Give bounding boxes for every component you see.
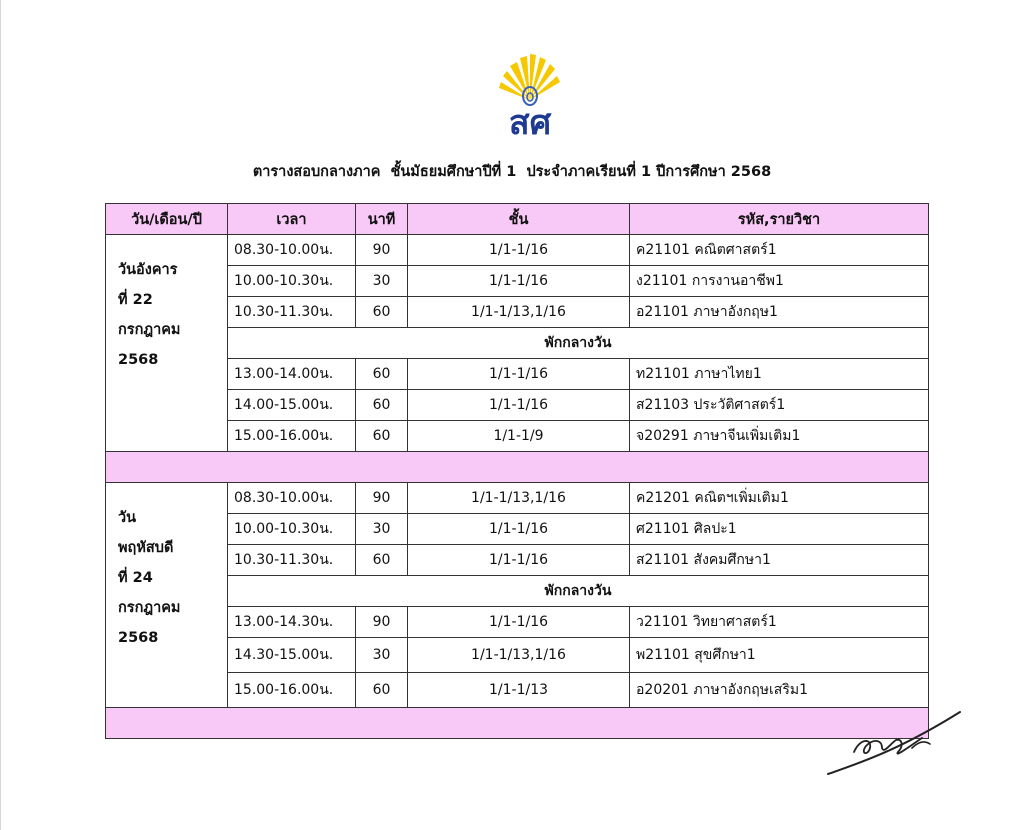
header-date: วัน/เดือน/ปี [106,204,228,235]
class-cell: 1/1-1/16 [408,390,630,421]
lunch-break-row [106,576,929,607]
minutes-cell: 30 [356,266,408,297]
class-cell: 1/1-1/13 [408,673,630,708]
page-title: ตารางสอบกลางภาค ชั้นมัธยมศึกษาปีที่ 1 ประจำภาคเรียนที่ 1 ปีการศึกษา 2568 [252,164,772,180]
header-class: ชั้น [408,204,630,235]
school-sun-emblem-icon [490,52,570,142]
table-row [106,607,929,638]
subject-cell: ว21101 วิทยาศาสตร์1 [630,607,929,638]
minutes-cell: 90 [356,607,408,638]
table-row [106,673,929,708]
table-row [106,266,929,297]
svg-text:สศ: สศ [508,103,552,142]
minutes-cell: 30 [356,514,408,545]
handwritten-signature-icon [826,708,962,778]
minutes-cell: 60 [356,545,408,576]
footer-separator [106,708,929,739]
day-line: วันอังคาร [118,262,178,278]
table-row [106,235,929,266]
subject-cell: ศ21101 ศิลปะ1 [630,514,929,545]
footer-separator-row [106,708,929,739]
class-cell: 1/1-1/16 [408,359,630,390]
day-line: พฤหัสบดี [118,540,174,556]
day-line: วัน [118,510,137,526]
time-cell: 13.00-14.30น. [228,607,356,638]
minutes-cell: 60 [356,297,408,328]
table-row [106,514,929,545]
day-line: กรกฎาคม [118,600,181,616]
subject-cell: ง21101 การงานอาชีพ1 [630,266,929,297]
subject-cell: ท21101 ภาษาไทย1 [630,359,929,390]
table-row [106,359,929,390]
subject-cell: ค21101 คณิตศาสตร์1 [630,235,929,266]
header-minutes: นาที [356,204,408,235]
day-line: ที่ 22 [118,292,153,308]
time-cell: 10.30-11.30น. [228,297,356,328]
minutes-cell: 60 [356,390,408,421]
minutes-cell: 60 [356,673,408,708]
time-cell: 10.30-11.30น. [228,545,356,576]
time-cell: 13.00-14.00น. [228,359,356,390]
subject-cell: อ20201 ภาษาอังกฤษเสริม1 [630,673,929,708]
minutes-cell: 60 [356,359,408,390]
page-edge [0,0,1,830]
minutes-cell: 90 [356,235,408,266]
time-cell: 08.30-10.00น. [228,483,356,514]
subject-cell: ส21103 ประวัติศาสตร์1 [630,390,929,421]
day-line: กรกฎาคม [118,322,181,338]
subject-cell: ค21201 คณิตฯเพิ่มเติม1 [630,483,929,514]
header-time: เวลา [228,204,356,235]
subject-cell: อ21101 ภาษาอังกฤษ1 [630,297,929,328]
lunch-break-label: พักกลางวัน [228,328,929,359]
class-cell: 1/1-1/16 [408,607,630,638]
day-separator [106,452,929,483]
day-cell [106,235,228,452]
lunch-break-row [106,328,929,359]
school-logo [490,52,570,142]
day-line: 2568 [118,352,159,368]
class-cell: 1/1-1/16 [408,545,630,576]
day-cell [106,483,228,708]
day-separator-row [106,452,929,483]
time-cell: 15.00-16.00น. [228,421,356,452]
minutes-cell: 60 [356,421,408,452]
time-cell: 10.00-10.30น. [228,266,356,297]
table-row [106,297,929,328]
minutes-cell: 90 [356,483,408,514]
class-cell: 1/1-1/13,1/16 [408,297,630,328]
minutes-cell: 30 [356,638,408,673]
table-row [106,545,929,576]
subject-cell: จ20291 ภาษาจีนเพิ่มเติม1 [630,421,929,452]
lunch-break-label: พักกลางวัน [228,576,929,607]
class-cell: 1/1-1/9 [408,421,630,452]
time-cell: 08.30-10.00น. [228,235,356,266]
header-subject: รหัส,รายวิชา [630,204,929,235]
exam-schedule-table [105,203,929,739]
subject-cell: ส21101 สังคมศึกษา1 [630,545,929,576]
subject-cell: พ21101 สุขศึกษา1 [630,638,929,673]
time-cell: 10.00-10.30น. [228,514,356,545]
class-cell: 1/1-1/13,1/16 [408,483,630,514]
class-cell: 1/1-1/13,1/16 [408,638,630,673]
class-cell: 1/1-1/16 [408,514,630,545]
class-cell: 1/1-1/16 [408,266,630,297]
time-cell: 14.00-15.00น. [228,390,356,421]
table-row [106,390,929,421]
signature [826,708,962,778]
day-line: 2568 [118,630,159,646]
time-cell: 14.30-15.00น. [228,638,356,673]
table-row [106,638,929,673]
table-row [106,421,929,452]
time-cell: 15.00-16.00น. [228,673,356,708]
header-row [106,204,929,235]
day-line: ที่ 24 [118,570,153,586]
class-cell: 1/1-1/16 [408,235,630,266]
table-row [106,483,929,514]
